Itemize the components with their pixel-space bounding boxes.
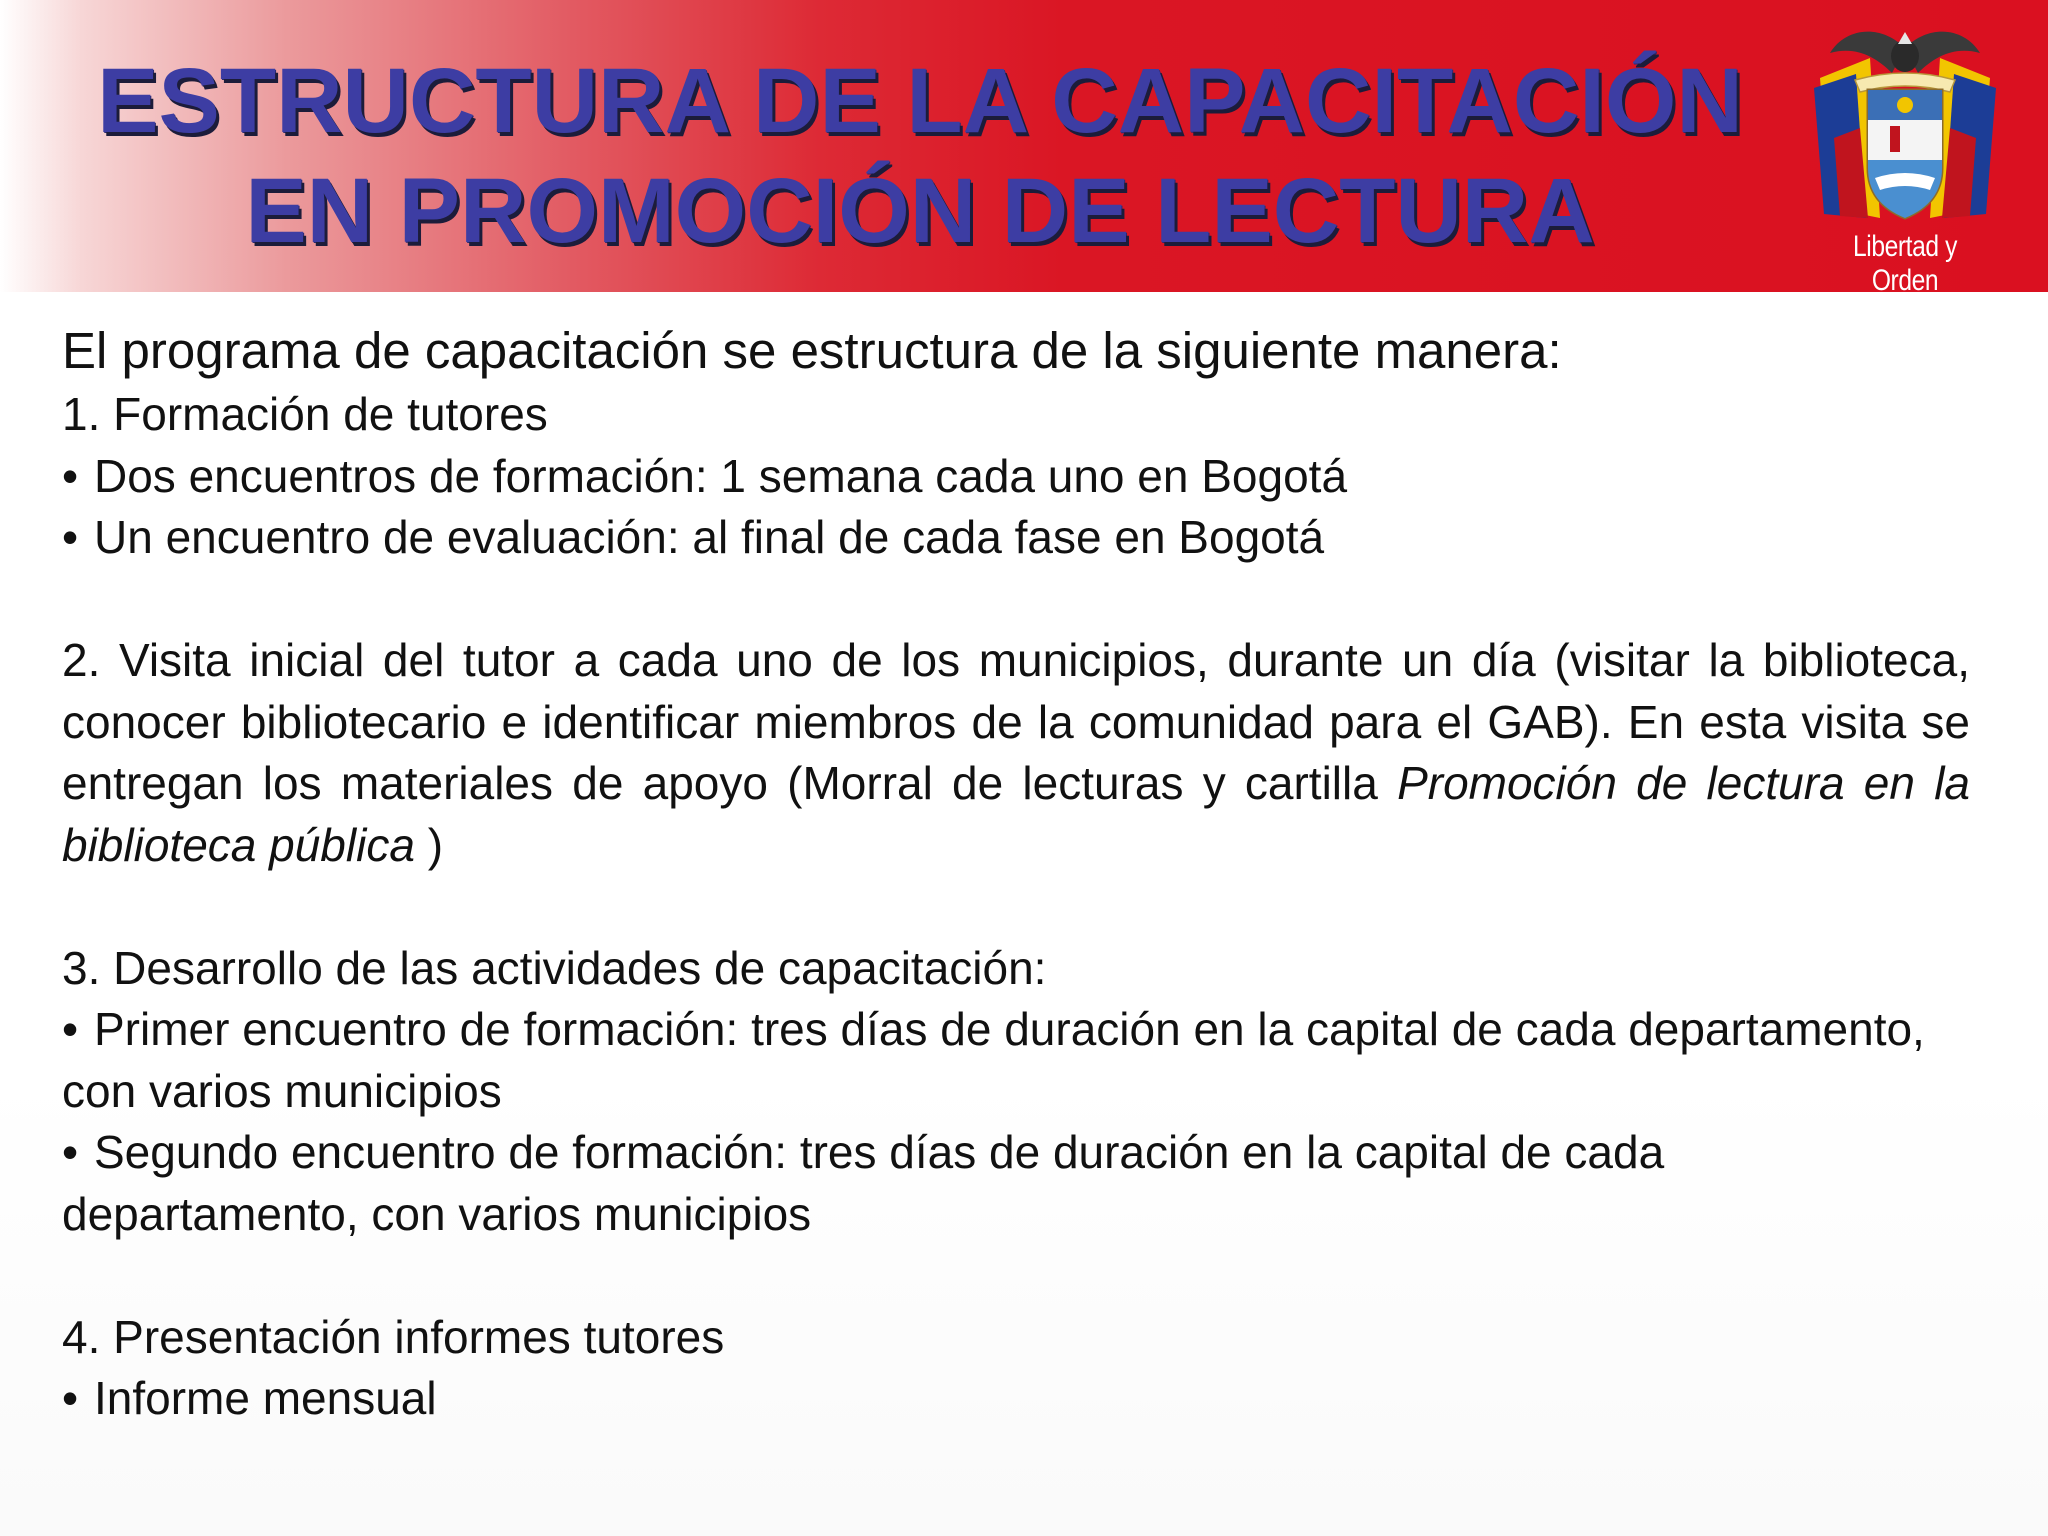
bullet-glyph: • (62, 449, 79, 502)
section-2-italic-title: Promoción de lectura en la biblioteca pública (62, 757, 1970, 871)
bullet-glyph: • (62, 1003, 79, 1055)
bullet-item: • Informe mensual (62, 1368, 1970, 1430)
section-2-paragraph: 2. Visita inicial del tutor a cada uno de los municipios, durante un día (visitar la biblioteca, conocer bibliotecario e identificar miembros de la comunidad para el GAB). En esta visita se entregan los materiales de apoyo (Morral de lecturas y cartilla Promoción de lectura en la biblioteca pública ) (62, 634, 1970, 871)
bullet-glyph: • (62, 1126, 79, 1178)
slide-title (30, 46, 1810, 266)
header-banner (0, 0, 2048, 297)
coat-of-arms-emblem (1800, 18, 2010, 297)
bullet-item: • Dos encuentros de formación: 1 semana cada uno en Bogotá (62, 446, 1970, 508)
intro-text: El programa de capacitación se estructura de la siguiente manera: (62, 322, 1562, 379)
section-3-heading: 3. Desarrollo de las actividades de capacitación: (62, 941, 1047, 994)
title-line-1: ESTRUCTURA DE LA CAPACITACIÓN (97, 50, 1743, 152)
bullet-item: • Primer encuentro de formación: tres días de duración en la capital de cada departamento, con varios municipios (62, 999, 1970, 1122)
section-1-heading: 1. Formación de tutores (62, 388, 548, 440)
bullet-item: • Segundo encuentro de formación: tres días de duración en la capital de cada departamento, con varios municipios (62, 1122, 1970, 1245)
bullet-glyph: • (62, 1372, 79, 1424)
bullet-glyph: • (62, 511, 79, 563)
bullet-item: • Un encuentro de evaluación: al final de cada fase en Bogotá (62, 507, 1970, 569)
coat-of-arms-icon (1800, 18, 2010, 233)
section-4-heading: 4. Presentación informes tutores (62, 1310, 725, 1363)
emblem-motto: Libertad y Orden (1853, 230, 1957, 297)
title-line-2: EN PROMOCIÓN DE LECTURA (245, 160, 1595, 262)
slide-body (62, 318, 1970, 1430)
